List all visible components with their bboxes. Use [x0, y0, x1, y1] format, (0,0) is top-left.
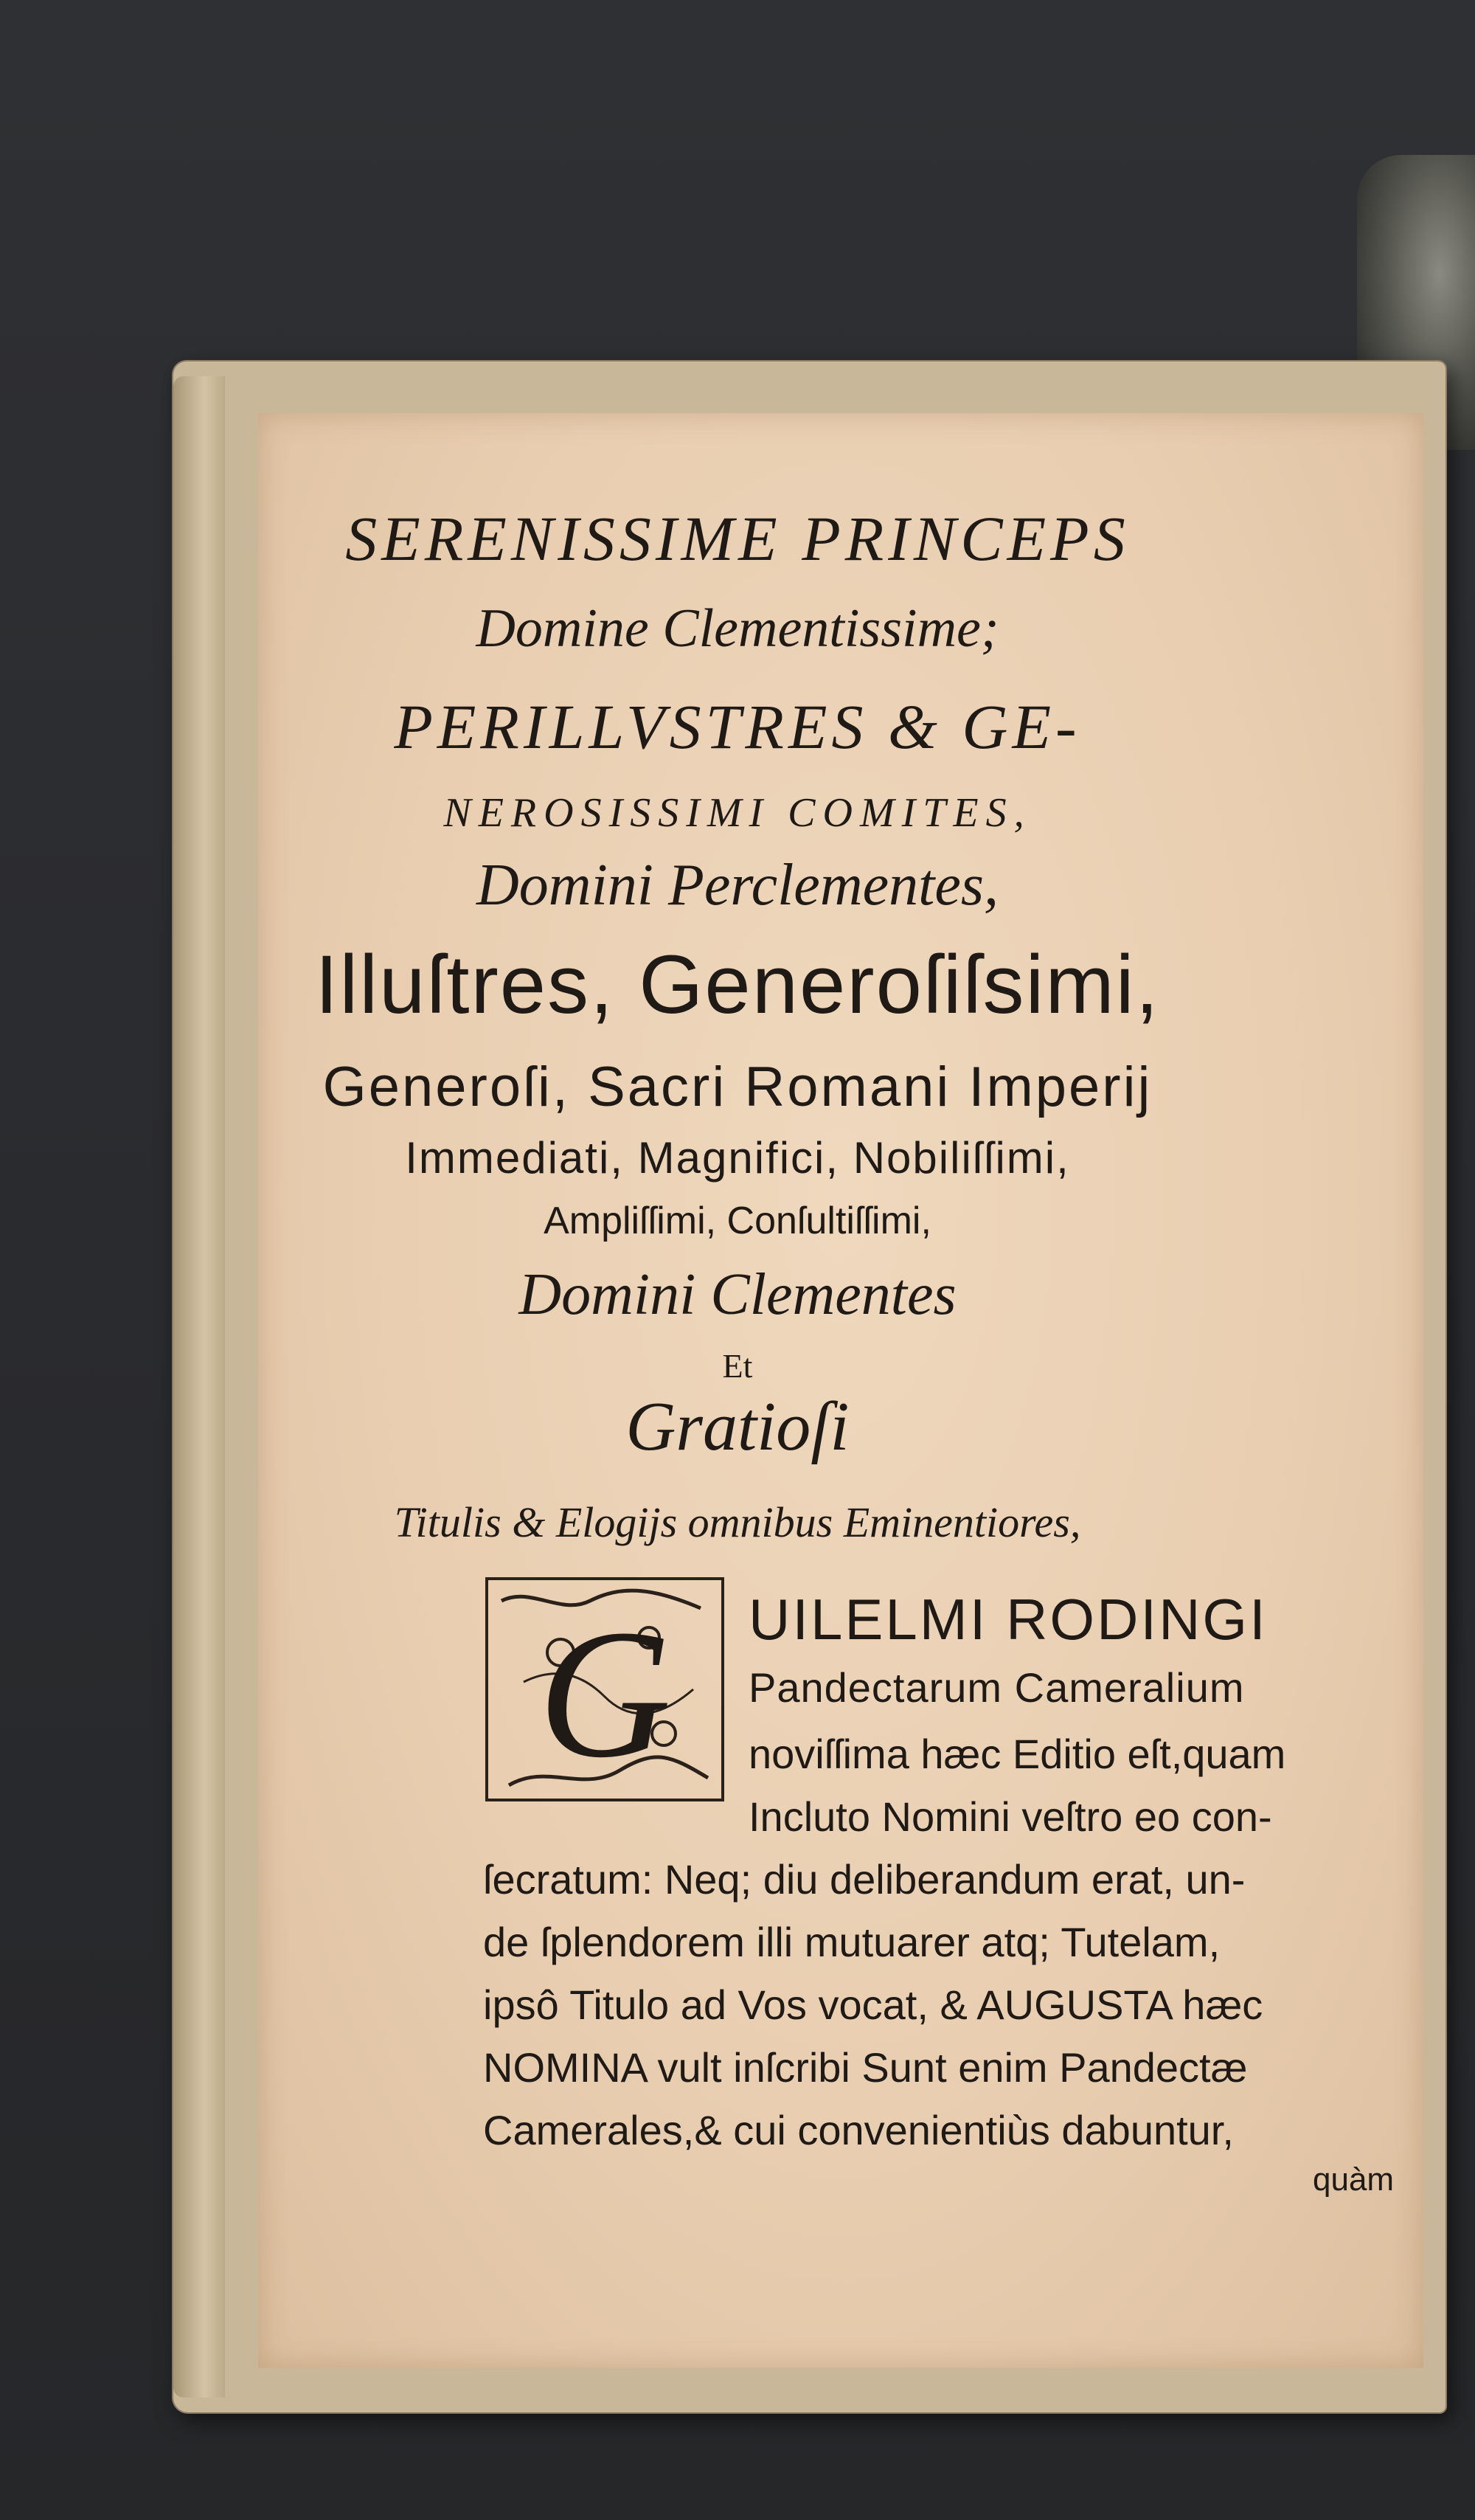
- dedication-line-9: Ampliſſimi, Conſultiſſimi,: [544, 1200, 931, 1242]
- body-line: de ſplendorem illi mutuarer atq; Tutelam,: [483, 1919, 1221, 1965]
- body-line: noviſſima hæc Editio eſt,quam: [749, 1731, 1286, 1777]
- dedication-line-10: Domini Clementes: [518, 1262, 957, 1327]
- body-line: Camerales,& cui convenientiùs dabuntur,: [483, 2107, 1234, 2153]
- dedication-line-4: NEROSISSIMI COMITES,: [443, 790, 1032, 836]
- body-line: ſecratum: Neq; diu deliberandum erat, un-: [483, 1856, 1246, 1903]
- dedication-line-2: Domine Clementissime;: [476, 598, 999, 659]
- decorated-initial-icon: [479, 1571, 730, 1807]
- dedication-line-12: Gratioſi: [625, 1388, 850, 1465]
- body-line: Incluto Nomini veſtro eo con-: [749, 1793, 1272, 1840]
- dedication-line-11: Et: [722, 1347, 753, 1385]
- body-line: ipsô Titulo ad Vos vocat, & AUGUSTA hæc: [483, 1981, 1263, 2028]
- dedication-line-5: Domini Perclementes,: [476, 853, 999, 918]
- body-line: NOMINA vult inſcribi Sunt enim Pandectæ: [483, 2044, 1248, 2091]
- dedication-line-8: Immediati, Magnifici, Nobiliſſimi,: [405, 1133, 1070, 1183]
- initial-letter: G: [538, 1592, 672, 1796]
- body-line: UILELMI RODINGI: [749, 1587, 1268, 1652]
- dedication-line-1: SERENISSIME PRINCEPS: [345, 503, 1130, 574]
- dedication-line-3: PERILLVSTRES & GE-: [394, 691, 1081, 762]
- catchword: quàm: [1313, 2161, 1395, 2198]
- dedication-line-13: Titulis & Elogijs omnibus Eminentiores,: [394, 1498, 1081, 1546]
- dedication-line-7: Generoſi, Sacri Romani Imperij: [322, 1056, 1153, 1118]
- dedication-line-6: Illuſtres, Generoſiſsimi,: [315, 938, 1160, 1031]
- body-line: Pandectarum Cameralium: [749, 1664, 1245, 1711]
